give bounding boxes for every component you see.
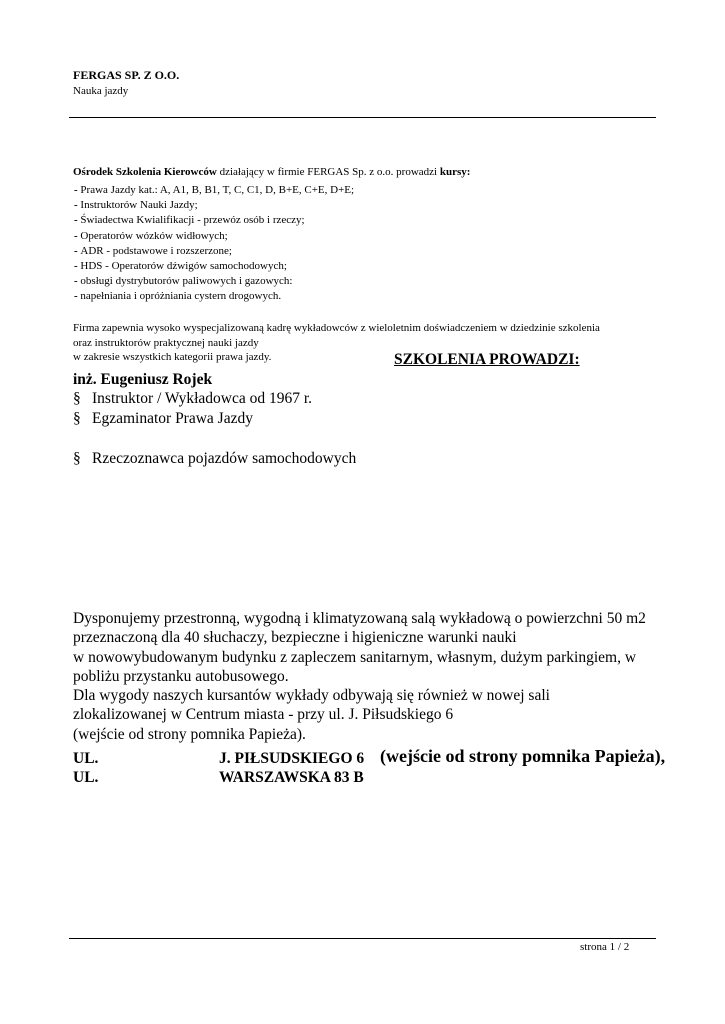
intro-middle: działający w firmie FERGAS Sp. z o.o. prowadzi [216,166,440,178]
paragraph-line: w zakresie wszystkich kategorii prawa jazdy. [73,351,272,363]
list-item: - obsługi dystrybutorów paliwowych i gazowych: [74,275,293,288]
list-item: - Operatorów wózków widłowych; [74,229,228,242]
qualification-label: Instruktor / Wykładowca od 1967 r. [92,390,313,407]
address-street: J. PIŁSUDSKIEGO 6 [219,750,365,767]
facility-paragraph [73,609,646,744]
course-label: HDS - Operatorów dźwigów samochodowych; [80,260,287,273]
course-label: napełniania i opróżniania cystern drogowych. [80,290,282,303]
address-prefix: UL. [73,750,99,767]
paragraph-line: oraz instruktorów praktycznej nauki jazdy [73,336,259,349]
paragraph-line: (wejście od strony pomnika Papieża). [73,725,306,743]
address-note: (wejście od strony pomnika Papieża), [380,746,666,766]
section-icon: § [73,390,81,407]
header-divider [69,117,656,118]
paragraph-line: Firma zapewnia wysoko wyspecjalizowaną kadrę wykładowców z wieloletnim doświadczeniem w dziedzinie szkolenia [73,322,600,334]
address-prefix: UL. [73,769,99,786]
list-item: - HDS - Operatorów dźwigów samochodowych; [74,260,287,273]
paragraph-line: zlokalizowanej w Centrum miasta - przy ul. J. Piłsudskiego 6 [73,706,454,724]
trainer-name: inż. Eugeniusz Rojek [73,371,213,388]
company-subtitle: Nauka jazdy [73,85,129,97]
course-label: Świadectwa Kwialifikacji - przewóz osób i rzeczy; [80,214,305,227]
company-name: FERGAS SP. Z O.O. [73,68,180,82]
paragraph-line: przeznaczoną dla 40 słuchaczy, bezpieczne i higieniczne warunki nauki [73,629,517,647]
paragraph-line: Dla wygody naszych kursantów wykłady odbywają się również w nowej sali [73,687,550,705]
course-label: Prawa Jazdy kat.: A, A1, B, B1, T, C, C1, D, B+E, C+E, D+E; [80,184,355,196]
trainers-heading: SZKOLENIA PROWADZI: [394,351,580,368]
page-number: strona 1 / 2 [580,941,630,953]
qualification-item [73,410,253,428]
footer-divider [69,938,656,939]
paragraph-line: w nowowybudowanym budynku z zapleczem sanitarnym, własnym, dużym parkingiem, w [73,648,637,666]
list-item: - napełniania i opróżniania cystern drogowych. [74,290,282,303]
paragraph-line: Dysponujemy przestronną, wygodną i klimatyzowaną salą wykładową o powierzchni 50 m2 [73,610,646,627]
list-item: - Prawa Jazdy kat.: A, A1, B, B1, T, C, C1, D, B+E, C+E, D+E; [74,184,355,196]
qualification-item [73,390,312,408]
course-label: Instruktorów Nauki Jazdy; [80,199,198,212]
address-street: WARSZAWSKA 83 B [219,769,364,786]
intro-lead: Ośrodek Szkolenia Kierowców [73,166,217,178]
course-label: obsługi dystrybutorów paliwowych i gazowych: [80,275,293,288]
qualification-label: Rzeczoznawca pojazdów samochodowych [92,450,357,467]
course-list [74,183,354,305]
qualification-label: Egzaminator Prawa Jazdy [92,410,253,427]
section-icon: § [73,450,81,467]
list-item: - ADR - podstawowe i rozszerzone; [74,244,232,257]
intro-tail: kursy: [439,166,471,178]
course-label: Operatorów wózków widłowych; [80,229,228,242]
course-label: ADR - podstawowe i rozszerzone; [80,244,232,257]
list-item: - Instruktorów Nauki Jazdy; [74,199,198,212]
intro-line [73,166,470,178]
list-item: - Świadectwa Kwialifikacji - przewóz osób i rzeczy; [74,214,305,227]
qualification-item [73,450,356,468]
section-icon: § [73,410,81,427]
paragraph-line: pobliżu przystanku autobusowego. [73,667,289,685]
